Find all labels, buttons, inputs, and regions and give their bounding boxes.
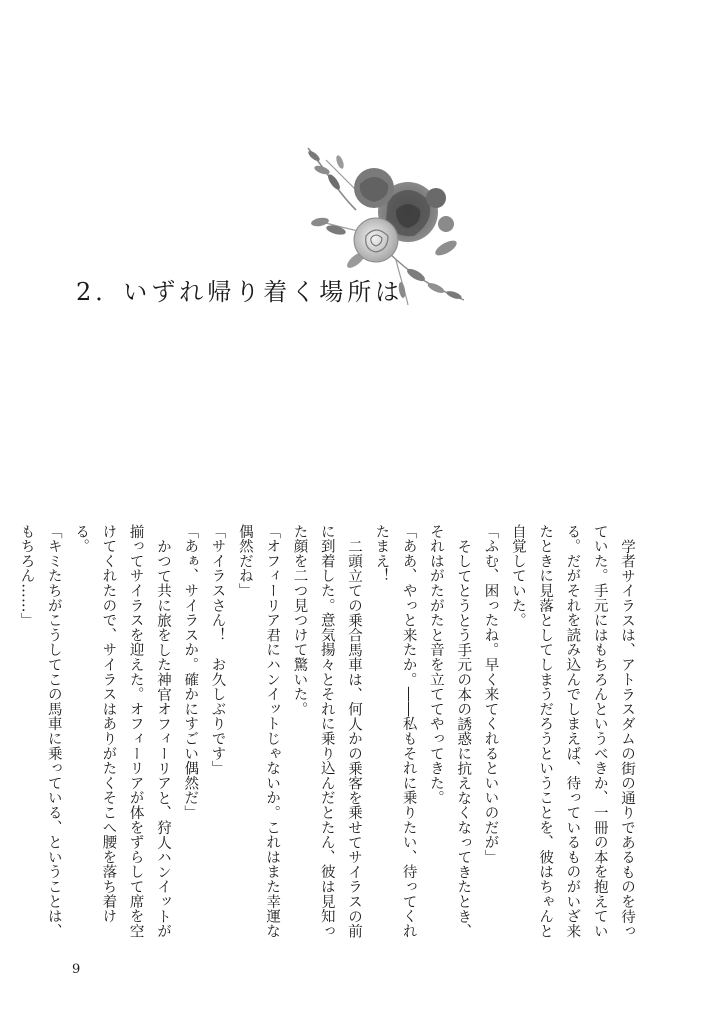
dialogue-line: 「キミたちがこうしてこの馬車に乗っている、ということは、もちろん……」 <box>18 524 62 939</box>
narration-paragraph: 二頭立ての乗合馬車は、何人かの乗客を乗せてサイラスの前に到着した。意気揚々とそれに乗り込んだとたん、彼は見知った顔を二つ見つけて驚いた。 <box>291 524 363 939</box>
dialogue-line: 「サイラスさん！ お久しぶりです」 <box>209 524 226 776</box>
narration-paragraph: かつて共に旅をした神官オフィーリアと、狩人ハンイットが揃ってサイラスを迎えた。オフィーリアが体をずらして席を空けてくれたので、サイラスはありがたくそこへ腰を落ち着ける。 <box>73 524 171 939</box>
page-number: 9 <box>72 962 81 977</box>
dialogue-line: 「あぁ、サイラスか。確かにすごい偶然だ」 <box>182 524 199 820</box>
dialogue-line: 「オフィーリア君にハンイットじゃないか。これはまた幸運な偶然だね」 <box>236 524 281 939</box>
body-text <box>18 524 640 950</box>
narration-paragraph: そしてとうとう手元の本の誘惑に抗えなくなってきたとき、それはがたがたと音を立ててやってきた。 <box>427 524 472 939</box>
narration-paragraph: 学者サイラスは、アトラスダムの街の通りであるものを待っていた。手元にはもちろんというべきか、一冊の本を抱えている。だがそれを読み込んでしまえば、待っているものがいざ来たときに見落としてしまうだろうということを、彼はちゃんと自覚していた。 <box>509 524 635 939</box>
dialogue-line: 「ああ、やっと来たか。――私もそれに乗りたい、待ってくれたまえ！ <box>373 524 417 939</box>
chapter-title: 2．いずれ帰り着く場所は <box>76 278 404 306</box>
dialogue-line: 「ふむ、困ったね。早く来てくれるといいのだが」 <box>482 524 499 865</box>
